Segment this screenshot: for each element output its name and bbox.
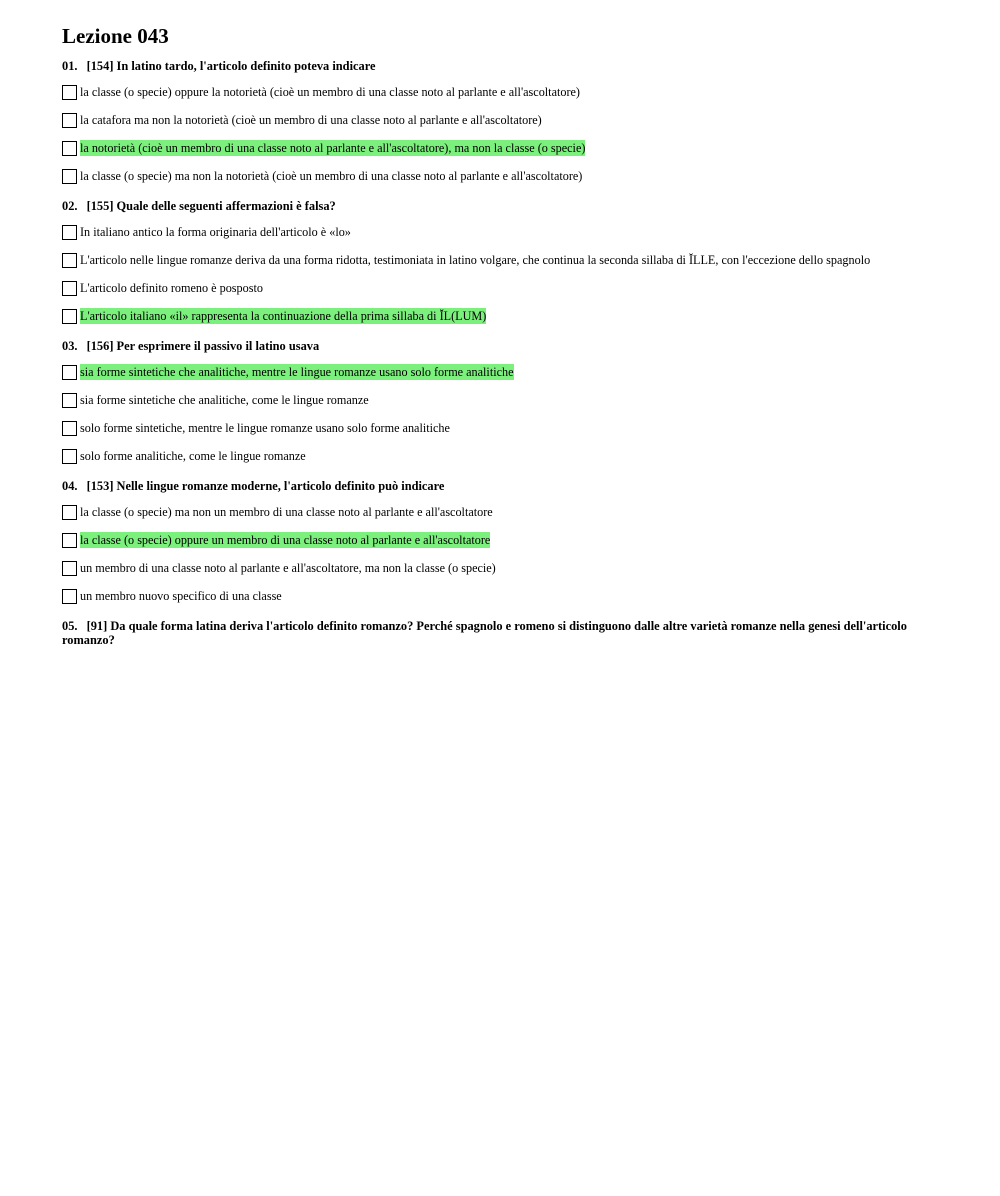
answer-checkbox[interactable] bbox=[62, 533, 77, 548]
question-block bbox=[62, 339, 942, 465]
answer-option[interactable] bbox=[62, 83, 942, 101]
question-heading bbox=[62, 479, 942, 493]
question-prompt: [155] Quale delle seguenti affermazioni è falsa? bbox=[86, 199, 336, 213]
answer-option[interactable] bbox=[62, 503, 942, 521]
answer-checkbox[interactable] bbox=[62, 225, 77, 240]
answer-text: la classe (o specie) oppure un membro di una classe noto al parlante e all'ascoltatore bbox=[80, 533, 491, 547]
answer-text: sia forme sintetiche che analitiche, come le lingue romanze bbox=[80, 393, 369, 407]
answer-option[interactable] bbox=[62, 363, 942, 381]
answer-option[interactable] bbox=[62, 447, 942, 465]
answer-checkbox[interactable] bbox=[62, 281, 77, 296]
question-number: 01. bbox=[62, 59, 78, 73]
question-block bbox=[62, 479, 942, 605]
answer-checkbox[interactable] bbox=[62, 253, 77, 268]
answer-text: la classe (o specie) ma non la notorietà (cioè un membro di una classe noto al parlante e all'ascoltatore) bbox=[80, 169, 583, 183]
question-prompt: [153] Nelle lingue romanze moderne, l'articolo definito può indicare bbox=[86, 479, 445, 493]
answer-text: L'articolo definito romeno è posposto bbox=[80, 281, 263, 295]
answer-checkbox[interactable] bbox=[62, 365, 77, 380]
question-heading bbox=[62, 619, 942, 647]
question-heading bbox=[62, 59, 942, 73]
question-block bbox=[62, 59, 942, 185]
question-heading bbox=[62, 339, 942, 353]
answer-text: solo forme analitiche, come le lingue romanze bbox=[80, 449, 306, 463]
question-number: 05. bbox=[62, 619, 78, 633]
answer-checkbox[interactable] bbox=[62, 85, 77, 100]
answer-checkbox[interactable] bbox=[62, 421, 77, 436]
answer-option[interactable] bbox=[62, 419, 942, 437]
answer-option[interactable] bbox=[62, 391, 942, 409]
document-page bbox=[62, 22, 942, 661]
answer-checkbox[interactable] bbox=[62, 449, 77, 464]
answer-option[interactable] bbox=[62, 531, 942, 549]
answer-checkbox[interactable] bbox=[62, 505, 77, 520]
answer-option[interactable] bbox=[62, 559, 942, 577]
answer-option[interactable] bbox=[62, 139, 942, 157]
answer-text: la classe (o specie) oppure la notorietà (cioè un membro di una classe noto al parlante e all'ascoltatore) bbox=[80, 85, 580, 99]
answer-option[interactable] bbox=[62, 307, 942, 325]
answer-text: la catafora ma non la notorietà (cioè un membro di una classe noto al parlante e all'ascoltatore) bbox=[80, 113, 542, 127]
question-prompt: [91] Da quale forma latina deriva l'articolo definito romanzo? Perché spagnolo e romeno si distinguono dalle altre varietà romanze nella genesi dell'articolo romanzo? bbox=[62, 619, 907, 647]
question-number: 02. bbox=[62, 199, 78, 213]
answer-option[interactable] bbox=[62, 167, 942, 185]
question-prompt: [156] Per esprimere il passivo il latino usava bbox=[86, 339, 320, 353]
answer-checkbox[interactable] bbox=[62, 309, 77, 324]
answer-text: L'articolo italiano «il» rappresenta la continuazione della prima sillaba di ĬL(LUM) bbox=[80, 309, 487, 323]
question-prompt: [154] In latino tardo, l'articolo definito poteva indicare bbox=[86, 59, 376, 73]
answer-option[interactable] bbox=[62, 251, 942, 269]
answer-text: solo forme sintetiche, mentre le lingue romanze usano solo forme analitiche bbox=[80, 421, 450, 435]
answer-checkbox[interactable] bbox=[62, 169, 77, 184]
answer-text: un membro di una classe noto al parlante e all'ascoltatore, ma non la classe (o specie) bbox=[80, 561, 496, 575]
answer-text: sia forme sintetiche che analitiche, mentre le lingue romanze usano solo forme analitiche bbox=[80, 365, 514, 379]
question-heading bbox=[62, 199, 942, 213]
answer-checkbox[interactable] bbox=[62, 393, 77, 408]
question-number: 03. bbox=[62, 339, 78, 353]
answer-checkbox[interactable] bbox=[62, 589, 77, 604]
answer-option[interactable] bbox=[62, 587, 942, 605]
page-title: Lezione 043 bbox=[62, 24, 169, 48]
question-block bbox=[62, 199, 942, 325]
answer-checkbox[interactable] bbox=[62, 113, 77, 128]
answer-text: In italiano antico la forma originaria dell'articolo è «lo» bbox=[80, 225, 351, 239]
answer-checkbox[interactable] bbox=[62, 561, 77, 576]
answer-option[interactable] bbox=[62, 279, 942, 297]
answer-text: la notorietà (cioè un membro di una classe noto al parlante e all'ascoltatore), ma non la classe (o specie) bbox=[80, 141, 586, 155]
question-number: 04. bbox=[62, 479, 78, 493]
answer-option[interactable] bbox=[62, 223, 942, 241]
answer-text: la classe (o specie) ma non un membro di una classe noto al parlante e all'ascoltatore bbox=[80, 505, 493, 519]
answer-text: L'articolo nelle lingue romanze deriva da una forma ridotta, testimoniata in latino volgare, che continua la seconda sillaba di ĬLLE, con l'eccezione dello spagnolo bbox=[80, 253, 871, 267]
question-block bbox=[62, 619, 942, 647]
answer-text: un membro nuovo specifico di una classe bbox=[80, 589, 282, 603]
answer-checkbox[interactable] bbox=[62, 141, 77, 156]
answer-option[interactable] bbox=[62, 111, 942, 129]
